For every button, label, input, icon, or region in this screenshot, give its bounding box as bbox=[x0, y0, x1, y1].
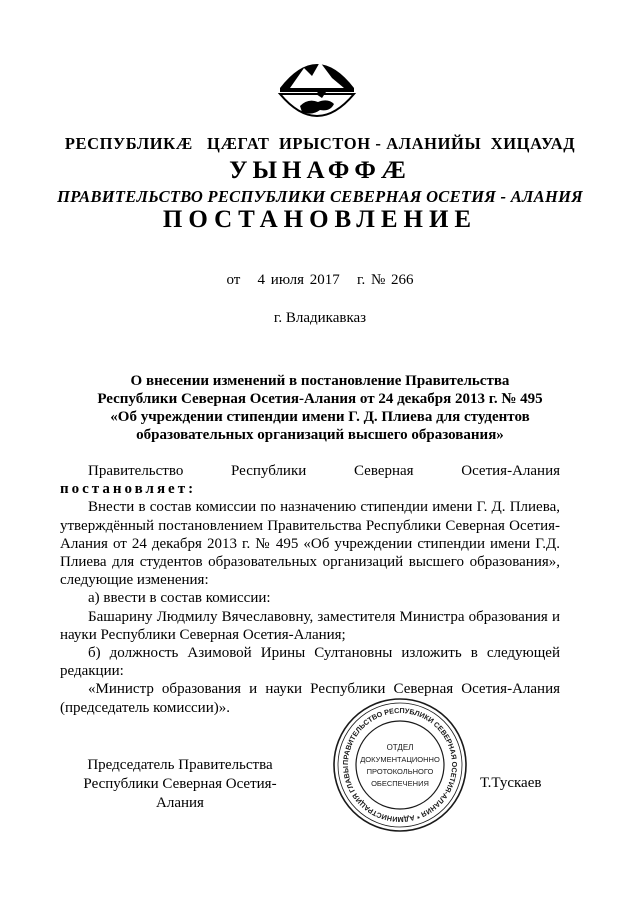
title-line: образовательных организаций высшего образования» bbox=[136, 427, 504, 443]
position-line: Республики Северная Осетия-Алания bbox=[83, 776, 277, 811]
stamp-center-line: ДОКУМЕНТАЦИОННО bbox=[360, 755, 440, 764]
government-name: ПРАВИТЕЛЬСТВО РЕСПУБЛИКИ СЕВЕРНАЯ ОСЕТИЯ - АЛАНИЯ bbox=[57, 187, 583, 206]
title-line: О внесении изменений в постановление Правительства bbox=[130, 373, 510, 389]
date-line: от 4 июля 2017 г. № 266 bbox=[226, 272, 414, 288]
paragraph: Внести в состав комиссии по назначению стипендии имени Г. Д. Плиева, утверждённый постановлением Правительства Республики Северная Осетия-Алания от 24 декабря 2013 г. № 495 «Об учреждении стипендии имени Г.Д. Плиева для студентов образовательных организаций высшего образования», следующие изменения: bbox=[60, 499, 560, 589]
stamp-center-line: ОТДЕЛ bbox=[386, 743, 414, 752]
stamp-center-line: ПРОТОКОЛЬНОГО bbox=[366, 767, 434, 776]
document-type-ossetian: УЫНАФФӔ bbox=[229, 157, 411, 184]
signatory-name: Т.Тускаев bbox=[480, 775, 542, 791]
paragraph: а) ввести в состав комиссии: bbox=[88, 590, 271, 607]
city: г. Владикавказ bbox=[273, 310, 367, 326]
preamble-paragraph bbox=[60, 462, 560, 498]
paragraph: «Министр образования и науки Республики Северная Осетия-Алания (председатель комиссии)». bbox=[60, 681, 560, 716]
stamp-ring-text: ПРАВИТЕЛЬСТВО РЕСПУБЛИКИ СЕВЕРНАЯ ОСЕТИЯ-АЛАНИЯ * АДМИНИСТРАЦИЯ ГЛАВЫ bbox=[340, 705, 460, 825]
position-line: Председатель Правительства bbox=[87, 757, 273, 773]
document-body bbox=[60, 462, 560, 717]
stamp-center-line: ОБЕСПЕЧЕНИЯ bbox=[371, 779, 429, 788]
paragraph: б) должность Азимовой Ирины Султановны изложить в следующей редакции: bbox=[60, 645, 560, 680]
title-line: «Об учреждении стипендии имени Г. Д. Плиева для студентов bbox=[110, 409, 530, 425]
official-stamp bbox=[330, 695, 470, 835]
title-line: Республики Северная Осетия-Алания от 24 декабря 2013 г. № 495 bbox=[97, 391, 543, 407]
republic-name-ossetian: РЕСПУБЛИКӔ ЦӔГАТ ИРЫСТОН - АЛАНИЙЫ ХИЦАУАД bbox=[64, 134, 576, 153]
coat-of-arms-emblem bbox=[272, 48, 362, 128]
paragraph: Башарину Людмилу Вячеславовну, заместителя Министра образования и науки Республики Северная Осетия-Алания; bbox=[60, 608, 560, 643]
preamble-text: Правительство Республики Северная Осетия-Алания bbox=[88, 463, 560, 479]
signatory-position bbox=[60, 756, 300, 813]
document-title bbox=[0, 372, 640, 444]
resolves-word: постановляет: bbox=[60, 481, 197, 498]
document-type: ПОСТАНОВЛЕНИЕ bbox=[162, 206, 478, 233]
